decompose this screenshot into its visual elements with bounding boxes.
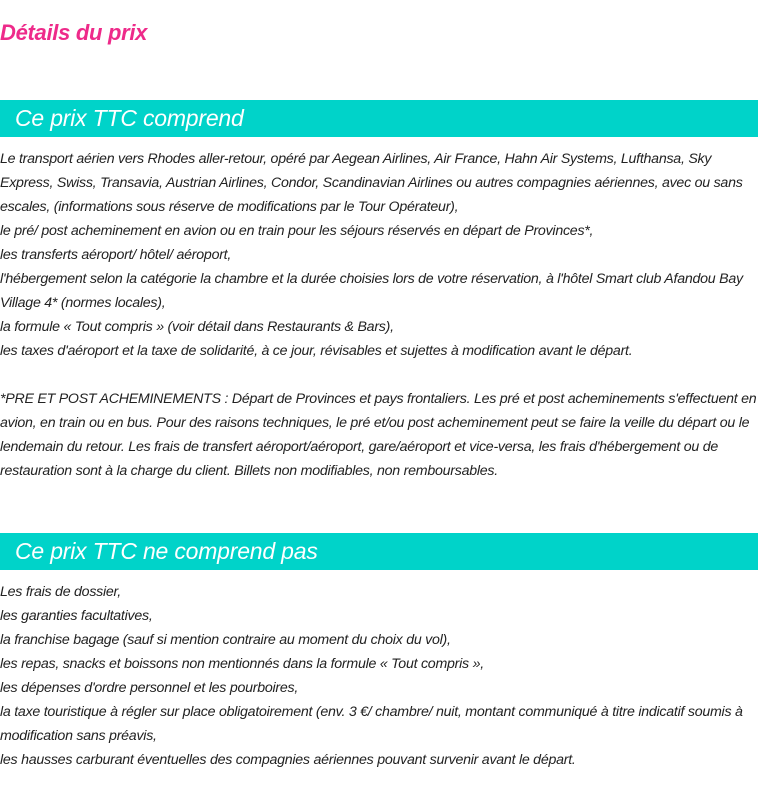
excludes-item: Les frais de dossier, bbox=[0, 584, 121, 600]
includes-item: Le transport aérien vers Rhodes aller-retour, opéré par Aegean Airlines, Air France, Hahn Air Systems, Lufthansa, Sky Express, Swiss, Transavia, Austrian Airlines, Condor, Scandinavian Airlines ou autres compagnies aériennes, avec ou sans escales, (informations sous réserve de modifications par le Tour Opérateur), bbox=[0, 151, 743, 215]
excludes-item: les hausses carburant éventuelles des compagnies aériennes pouvant survenir avant le départ. bbox=[0, 752, 576, 768]
includes-item: les taxes d'aéroport et la taxe de solidarité, à ce jour, révisables et sujettes à modification avant le départ. bbox=[0, 343, 633, 359]
includes-item: les transferts aéroport/ hôtel/ aéroport, bbox=[0, 247, 232, 263]
excludes-item: les dépenses d'ordre personnel et les pourboires, bbox=[0, 680, 299, 696]
excludes-item: les repas, snacks et boissons non mentionnés dans la formule « Tout compris », bbox=[0, 656, 484, 672]
excludes-list bbox=[0, 580, 758, 772]
acheminements-note-text: *PRE ET POST ACHEMINEMENTS : Départ de Provinces et pays frontaliers. Les pré et post acheminements s'effectuent en avion, en train ou en bus. Pour des raisons techniques, le pré et/ou post acheminement peut se faire la veille du départ ou le lendemain du retour. Les frais de transfert aéroport/aéroport, gare/aéroport et vice-versa, les frais d'hébergement ou de restauration sont à la charge du client. Billets non modifiables, non remboursables. bbox=[0, 391, 757, 479]
includes-list bbox=[0, 147, 758, 363]
excludes-item: la franchise bagage (sauf si mention contraire au moment du choix du vol), bbox=[0, 632, 451, 648]
includes-item: l'hébergement selon la catégorie la chambre et la durée choisies lors de votre réservation, à l'hôtel Smart club Afandou Bay Village 4* (normes locales), bbox=[0, 271, 743, 311]
excludes-section-header bbox=[0, 533, 758, 570]
acheminements-note bbox=[0, 387, 758, 483]
excludes-heading: Ce prix TTC ne comprend pas bbox=[15, 538, 318, 564]
includes-section-header bbox=[0, 100, 758, 137]
includes-heading: Ce prix TTC comprend bbox=[15, 105, 244, 131]
page-title: Détails du prix bbox=[0, 20, 148, 45]
includes-item: la formule « Tout compris » (voir détail dans Restaurants & Bars), bbox=[0, 319, 394, 335]
excludes-item: la taxe touristique à régler sur place obligatoirement (env. 3 €/ chambre/ nuit, montant communiqué à titre indicatif soumis à modification sans préavis, bbox=[0, 704, 743, 744]
excludes-item: les garanties facultatives, bbox=[0, 608, 153, 624]
includes-item: le pré/ post acheminement en avion ou en train pour les séjours réservés en départ de Provinces*, bbox=[0, 223, 594, 239]
